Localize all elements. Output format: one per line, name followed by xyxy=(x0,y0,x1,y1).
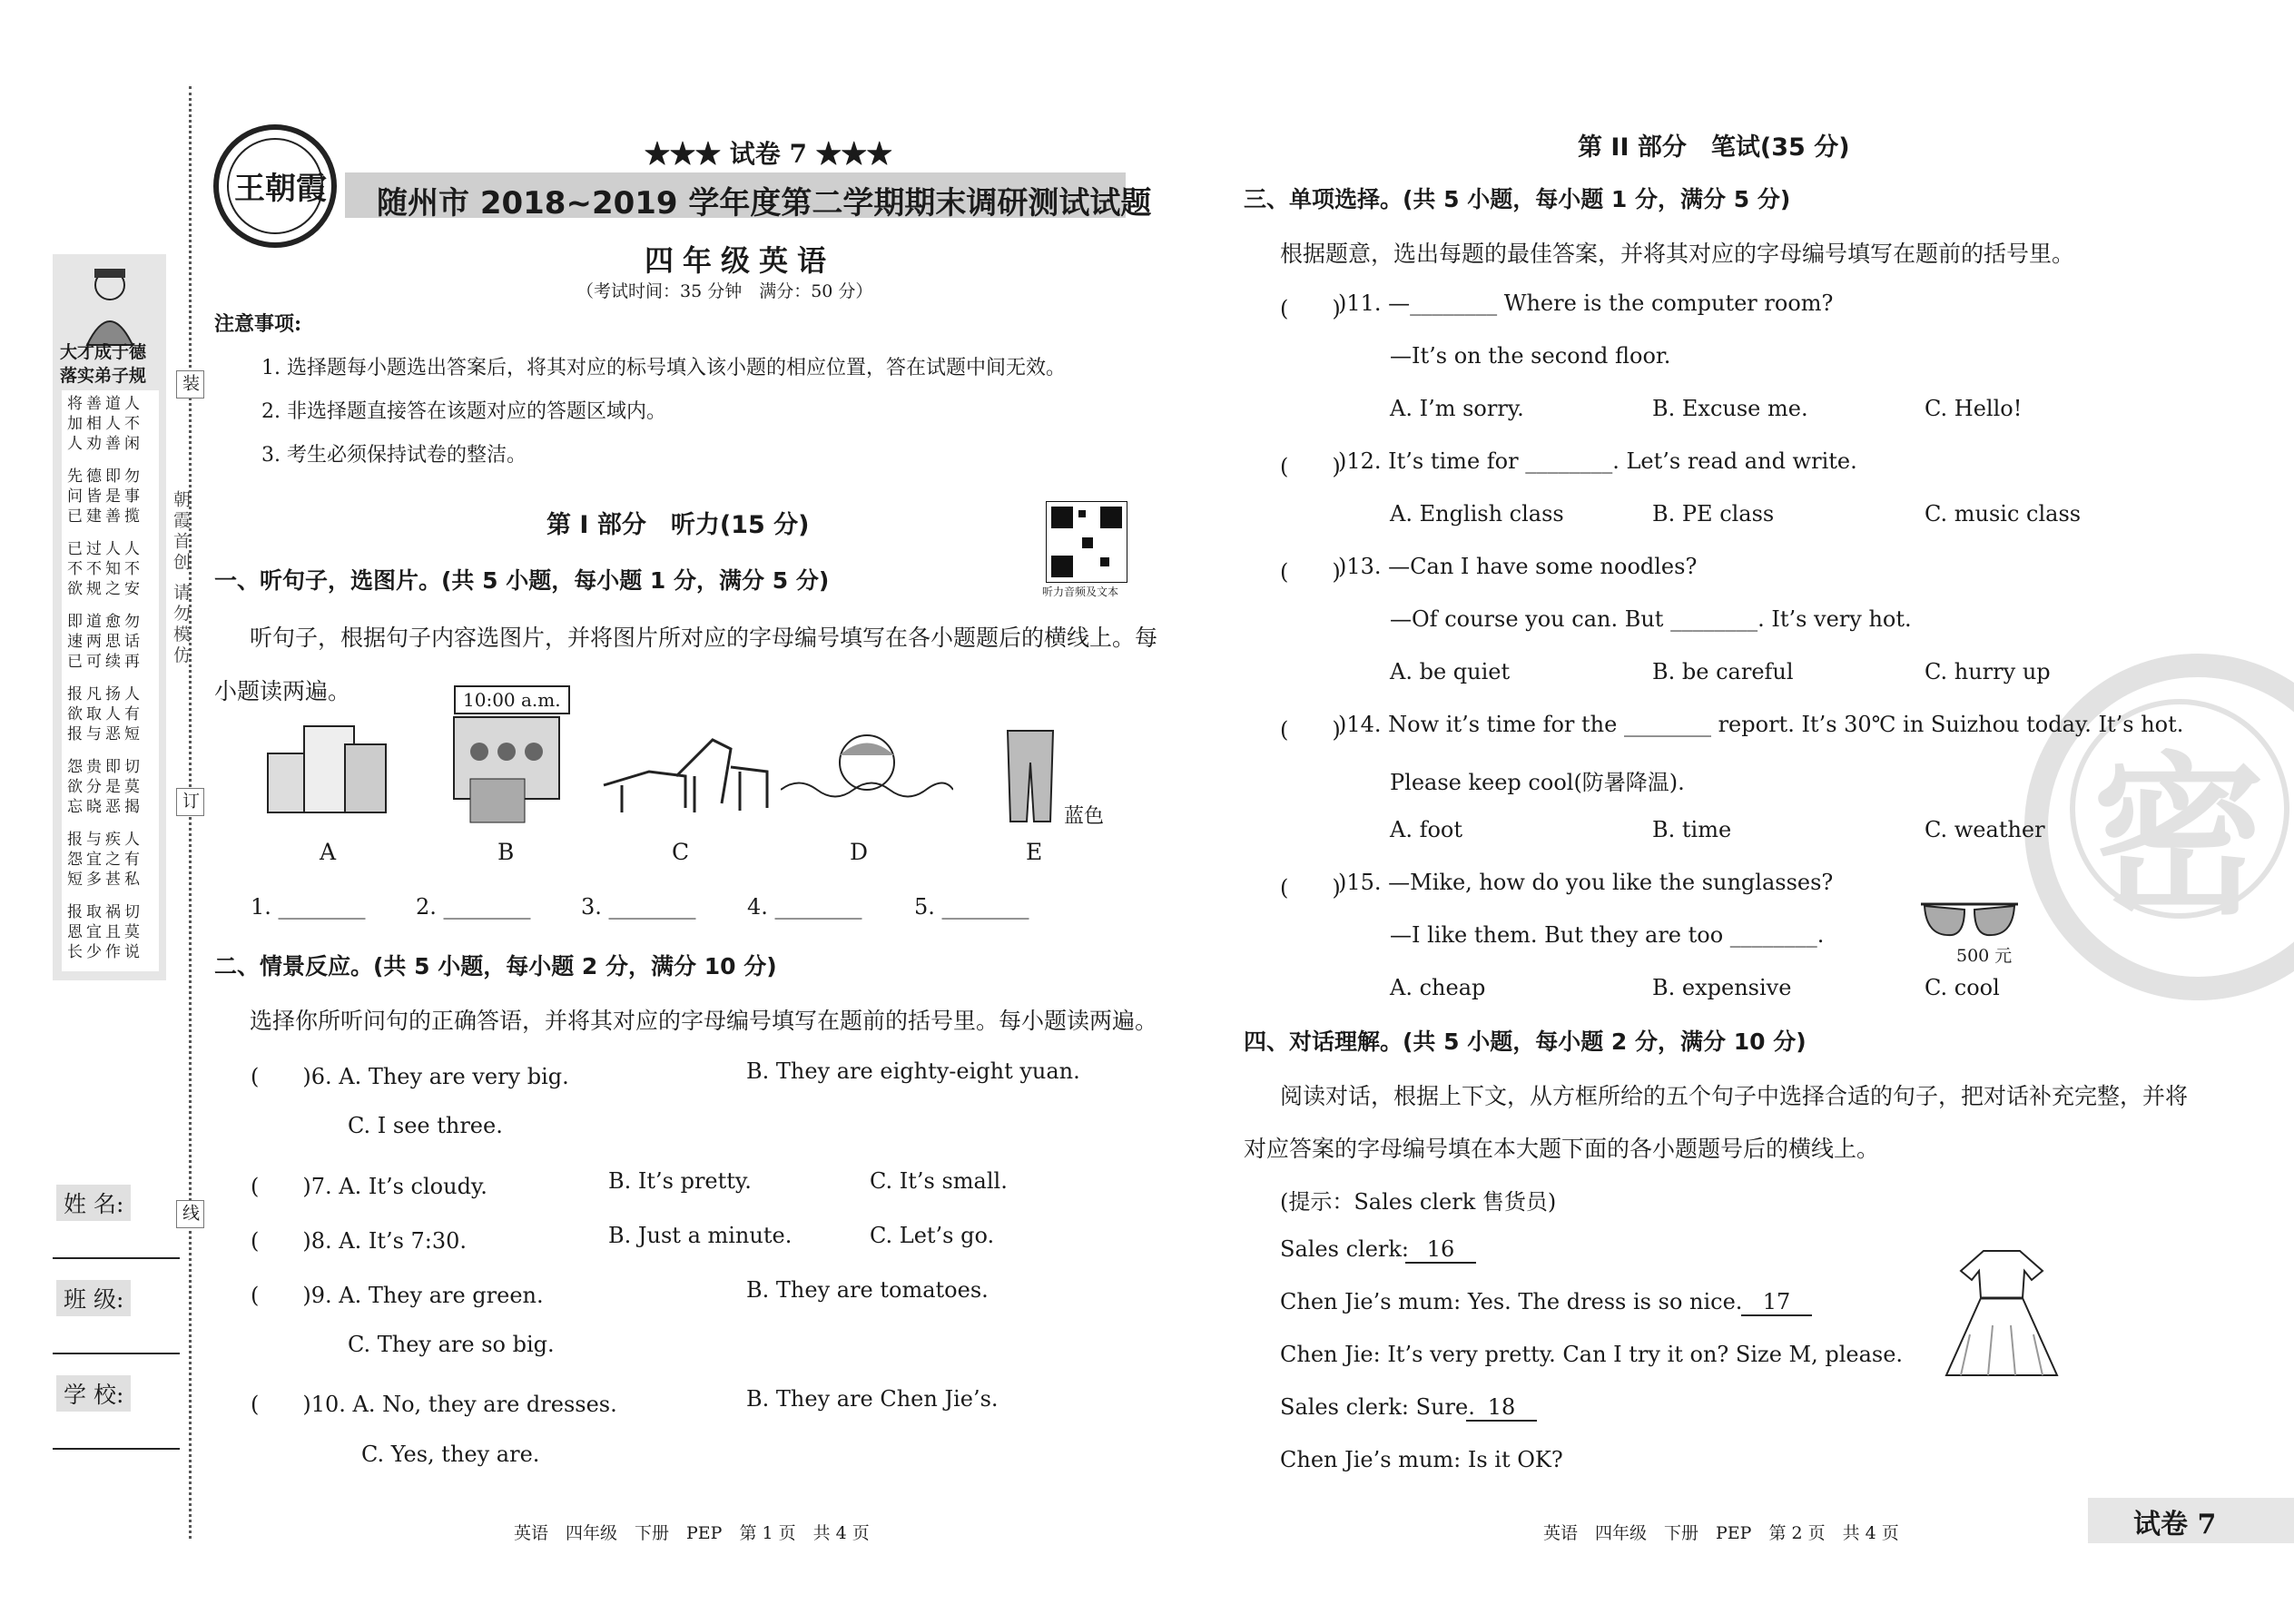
question-14: )14. Now it’s time for the ________ report. It’s 30℃ in Suizhou today. It’s hot. xyxy=(1338,712,2184,737)
dialogue-blank[interactable]: 18 xyxy=(1466,1394,1537,1422)
answer-blank[interactable]: 5. ________ xyxy=(914,894,1029,920)
answer-blank[interactable]: 3. ________ xyxy=(581,894,696,920)
proverb-line: 已过人人 xyxy=(67,540,143,558)
building-picture xyxy=(259,717,395,817)
proverb-line: 欲取人有 xyxy=(67,705,143,723)
horses-picture xyxy=(595,722,776,822)
option-b: B. be careful xyxy=(1652,659,1794,684)
name-label: 姓 名: xyxy=(56,1185,131,1221)
part2-heading: 第 II 部分 笔试(35 分) xyxy=(1578,133,1850,162)
option-a: A. foot xyxy=(1390,817,1463,842)
proverb-line: 怨宜之有 xyxy=(67,851,143,869)
notice-item: 2. 非选择题直接答在该题对应的答题区域内。 xyxy=(261,400,666,423)
option-b: B. It’s pretty. xyxy=(608,1168,752,1194)
section3-heading: 三、单项选择。(共 5 小题，每小题 1 分，满分 5 分) xyxy=(1244,186,1791,212)
page-title: 随州市 2018~2019 学年度第二学期期末调研测试试题 xyxy=(377,185,1152,221)
proverb-line: 忘晓恶揭 xyxy=(67,798,143,816)
proverb-line: 不不知不 xyxy=(67,560,143,578)
dialogue-line: Chen Jie’s mum: Is it OK? xyxy=(1280,1447,1563,1472)
name-field[interactable] xyxy=(53,1257,180,1259)
gutter-mark-1: 装 xyxy=(176,370,204,399)
pants-picture xyxy=(1003,726,1058,826)
proverb-line: 报取祸切 xyxy=(67,903,143,921)
option-a: A. English class xyxy=(1390,501,1564,527)
option-b: B. They are Chen Jie’s. xyxy=(746,1386,999,1412)
proverb-line: 怨贵即切 xyxy=(67,758,143,776)
stamp-char: 密 xyxy=(2092,735,2266,938)
question-11: )11. —________ Where is the computer room? xyxy=(1338,290,1834,316)
answer-paren[interactable]: ( ) xyxy=(1280,717,1341,743)
pants-note: 蓝色 xyxy=(1064,805,1105,828)
option-b: B. time xyxy=(1652,817,1732,842)
gutter-note: 朝霞首创 请勿模仿 xyxy=(171,490,191,667)
proverb-line: 欲分是莫 xyxy=(67,778,143,796)
sidebar-motto: 大才成于德 落实弟子规 xyxy=(60,342,147,386)
answer-blank[interactable]: 2. ________ xyxy=(416,894,531,920)
option-b: B. Just a minute. xyxy=(608,1223,793,1248)
proverb-line: 先德即勿 xyxy=(67,468,143,486)
swimmer-picture xyxy=(781,726,953,808)
question-6[interactable]: ( )6. A. They are very big. xyxy=(251,1064,569,1089)
section2-heading: 二、情景反应。(共 5 小题，每小题 2 分，满分 10 分) xyxy=(214,953,777,979)
dialogue-line: Sales clerk: Sure. xyxy=(1280,1394,1475,1420)
dialogue-blank[interactable]: 16 xyxy=(1405,1236,1476,1264)
answer-paren[interactable]: ( ) xyxy=(1280,454,1341,479)
option-c: C. Let’s go. xyxy=(870,1223,995,1248)
option-a: A. I’m sorry. xyxy=(1390,396,1524,421)
part1-heading: 第 I 部分 听力(15 分) xyxy=(546,511,810,539)
sidebar-panel xyxy=(53,254,166,980)
question-11-line2: —It’s on the second floor. xyxy=(1390,343,1671,369)
question-14-line2: Please keep cool(防暑降温). xyxy=(1390,770,1685,795)
picture-label: B xyxy=(497,839,515,865)
answer-paren[interactable]: ( ) xyxy=(1280,559,1341,585)
scholar-icon xyxy=(78,261,142,348)
dialogue-line: Chen Jie: It’s very pretty. Can I try it on? Size M, please. xyxy=(1280,1342,1904,1367)
option-a: A. be quiet xyxy=(1390,659,1511,684)
paper-number: ★★★ 试卷 7 ★★★ xyxy=(645,139,892,169)
picture-label: C xyxy=(672,839,690,865)
proverb-line: 短多甚私 xyxy=(67,871,143,889)
proverb-box xyxy=(62,390,159,971)
section1-instruction: 小题读两遍。 xyxy=(214,678,351,704)
qr-caption: 听力音频及文本 xyxy=(1042,586,1119,598)
question-13-line2: —Of course you can. But ________. It’s very hot. xyxy=(1390,606,1912,632)
sunglasses-price: 500 元 xyxy=(1956,946,2013,966)
option-c: C. music class xyxy=(1925,501,2082,527)
option-c: C. They are so big. xyxy=(348,1332,555,1357)
proverb-line: 报凡扬人 xyxy=(67,685,143,704)
option-b: B. Excuse me. xyxy=(1652,396,1808,421)
proverb-line: 长少作说 xyxy=(67,943,143,961)
proverb-line: 已建善揽 xyxy=(67,507,143,526)
answer-blank[interactable]: 1. ________ xyxy=(251,894,366,920)
option-a: A. cheap xyxy=(1390,975,1486,1000)
question-13: )13. —Can I have some noodles? xyxy=(1338,554,1698,579)
proverb-line: 已可续再 xyxy=(67,653,143,671)
qr-code-icon[interactable] xyxy=(1046,501,1127,583)
question-12: )12. It’s time for ________. Let’s read and write. xyxy=(1338,448,1857,474)
section4-hint: (提示：Sales clerk 售货员) xyxy=(1280,1189,1557,1215)
proverb-line: 报与疾人 xyxy=(67,831,143,849)
option-c: C. Yes, they are. xyxy=(361,1442,540,1467)
option-c: C. cool xyxy=(1925,975,2000,1000)
section3-instruction: 根据题意，选出每题的最佳答案，并将其对应的字母编号填写在题前的括号里。 xyxy=(1280,241,2075,267)
answer-paren[interactable]: ( ) xyxy=(1280,875,1341,901)
question-15: )15. —Mike, how do you like the sunglasses? xyxy=(1338,870,1834,895)
proverb-line: 速两思话 xyxy=(67,633,143,651)
proverb-line: 欲规之安 xyxy=(67,580,143,598)
dialogue-line: Sales clerk: xyxy=(1280,1236,1409,1262)
proverb-line: 问皆是事 xyxy=(67,487,143,506)
question-7[interactable]: ( )7. A. It’s cloudy. xyxy=(251,1174,487,1199)
picture-label: D xyxy=(850,839,869,865)
paper-tag-label: 试卷 7 xyxy=(2133,1509,2217,1540)
notice-item: 3. 考生必须保持试卷的整洁。 xyxy=(261,444,527,467)
option-b: B. expensive xyxy=(1652,975,1792,1000)
option-c: C. weather xyxy=(1925,817,2045,842)
classroom-picture xyxy=(452,715,561,824)
question-15-line2: —I like them. But they are too ________. xyxy=(1390,922,1825,948)
picture-label: E xyxy=(1026,839,1043,865)
section4-instruction: 阅读对话，根据上下文，从方框所给的五个句子中选择合适的句子，把对话补充完整，并将 xyxy=(1280,1083,2189,1109)
sunglasses-picture xyxy=(1917,897,2022,942)
class-label: 班 级: xyxy=(56,1280,131,1316)
question-9[interactable]: ( )9. A. They are green. xyxy=(251,1283,544,1308)
proverb-line: 人劝善闲 xyxy=(67,435,143,453)
proverb-line: 报与恶短 xyxy=(67,725,143,743)
section4-heading: 四、对话理解。(共 5 小题，每小题 2 分，满分 10 分) xyxy=(1244,1029,1807,1055)
option-c: C. It’s small. xyxy=(870,1168,1008,1194)
clock-label: 10:00 a.m. xyxy=(454,685,570,714)
section1-heading: 一、听句子，选图片。(共 5 小题，每小题 1 分，满分 5 分) xyxy=(214,567,830,594)
answer-blank[interactable]: 4. ________ xyxy=(747,894,862,920)
option-b: B. PE class xyxy=(1652,501,1775,527)
logo-text: 王朝霞 xyxy=(234,171,327,207)
answer-paren[interactable]: ( ) xyxy=(1280,296,1341,321)
section2-instruction: 选择你所听问句的正确答语，并将其对应的字母编号填写在题前的括号里。每小题读两遍。 xyxy=(250,1008,1158,1034)
picture-label: A xyxy=(320,839,337,865)
option-b: B. They are eighty-eight yuan. xyxy=(746,1058,1080,1084)
notice-heading: 注意事项: xyxy=(214,312,302,336)
proverb-line: 将善道人 xyxy=(67,395,143,413)
class-field[interactable] xyxy=(53,1353,180,1354)
question-10[interactable]: ( )10. A. No, they are dresses. xyxy=(251,1392,617,1417)
dialogue-blank[interactable]: 17 xyxy=(1741,1289,1812,1316)
question-8[interactable]: ( )8. A. It’s 7:30. xyxy=(251,1228,468,1254)
dress-picture xyxy=(1943,1244,2061,1380)
gutter-mark-2: 订 xyxy=(176,788,204,816)
exam-info: （考试时间：35 分钟 满分：50 分） xyxy=(576,281,873,301)
proverb-line: 恩宜且莫 xyxy=(67,923,143,941)
dialogue-line: Chen Jie’s mum: Yes. The dress is so nice. xyxy=(1280,1289,1743,1314)
footer-left: 英语 四年级 下册 PEP 第 1 页 共 4 页 xyxy=(514,1523,870,1543)
option-c: C. Hello! xyxy=(1925,396,2023,421)
option-b: B. They are tomatoes. xyxy=(746,1277,989,1303)
proverb-line: 即道愈勿 xyxy=(67,613,143,631)
section4-instruction: 对应答案的字母编号填在本大题下面的各小题题号后的横线上。 xyxy=(1244,1136,1880,1162)
notice-item: 1. 选择题每小题选出答案后，将其对应的标号填入该小题的相应位置，答在试题中间无效。 xyxy=(261,357,1066,379)
school-label: 学 校: xyxy=(56,1375,131,1412)
option-c: C. hurry up xyxy=(1925,659,2051,684)
option-c: C. I see three. xyxy=(348,1113,503,1138)
subject-title: 四年级英语 xyxy=(645,243,836,278)
school-field[interactable] xyxy=(53,1448,180,1450)
footer-right: 英语 四年级 下册 PEP 第 2 页 共 4 页 xyxy=(1543,1523,1899,1543)
section1-instruction: 听句子，根据句子内容选图片，并将图片所对应的字母编号填写在各小题题后的横线上。每 xyxy=(250,625,1158,651)
gutter-mark-3: 线 xyxy=(176,1200,204,1228)
proverb-line: 加相人不 xyxy=(67,415,143,433)
